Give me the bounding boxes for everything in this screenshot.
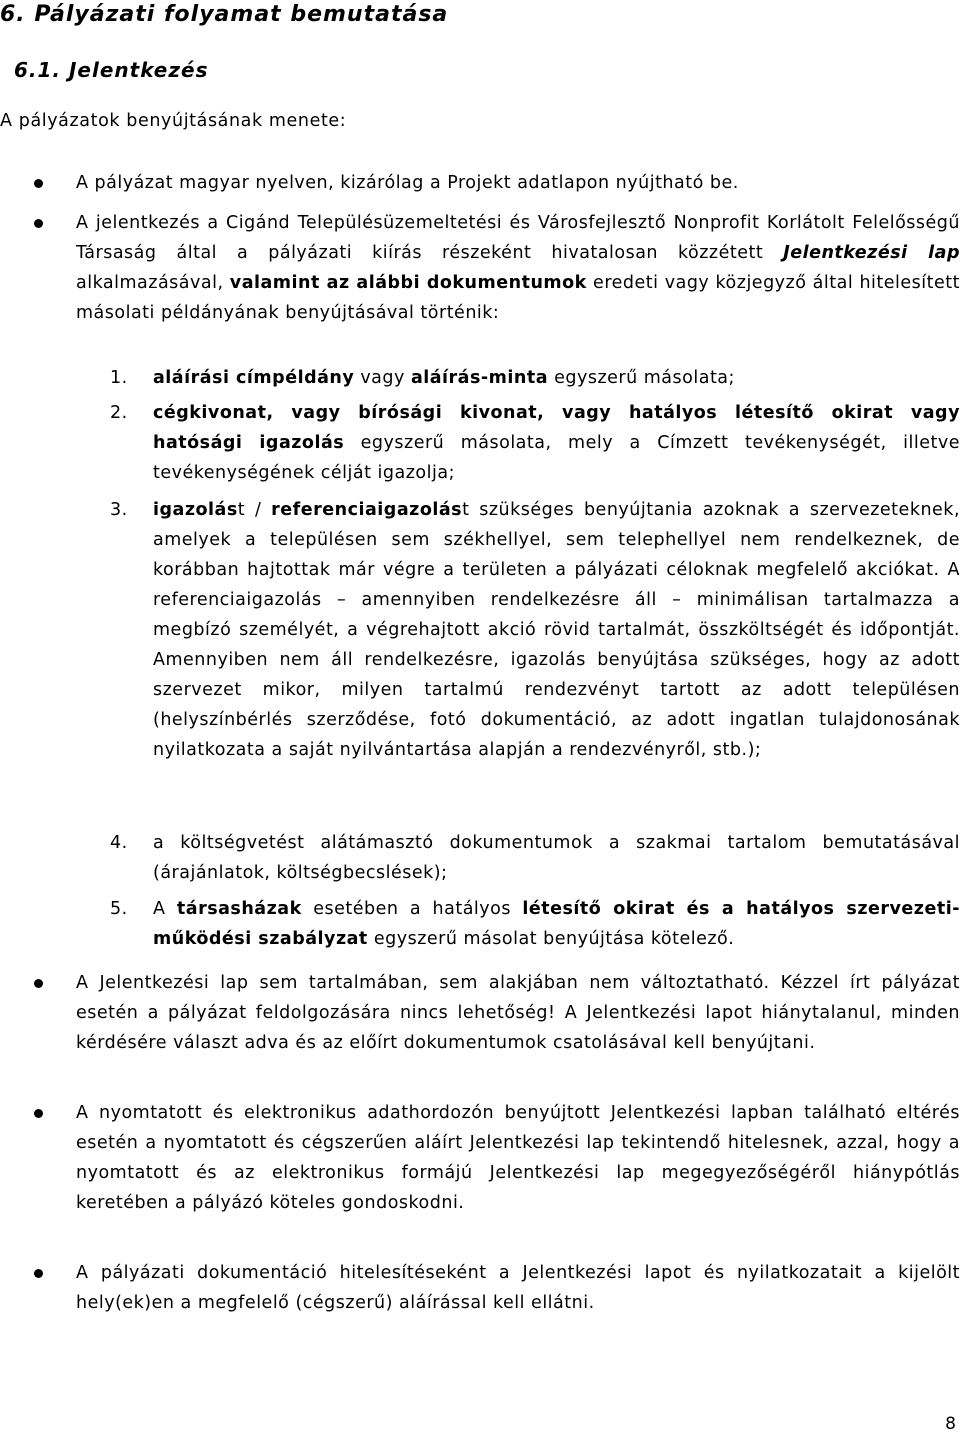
item-number: 5. [110,899,128,919]
bullet-dot [34,979,43,988]
subsection-heading: 6.1. Jelentkezés [14,58,209,82]
item-text: a költségvetést alátámasztó dokumentumok a szakmai tartalom bemutatásával (árajánlatok, költségbecslések); [153,833,960,883]
item-text [153,894,960,954]
item-text [153,363,960,393]
bullet-dot [34,179,43,188]
text-run: alkalmazásával, [76,273,230,293]
bullet-dot [34,1109,43,1118]
bullet-text: A pályázat magyar nyelven, kizárólag a Projekt adatlapon nyújtható be. [76,173,739,193]
item-number: 4. [110,833,128,853]
intro-text: A pályázatok benyújtásának menete: [0,111,347,131]
text-run: vagy [354,368,411,388]
text-run-bold: cégkivonat, vagy bírósági kivonat, vagy hatályos létesítő okirat vagy hatósági igazolás [153,403,960,453]
text-run-bold: társasházak [176,899,302,919]
text-run-bold: létesítő okirat és a hatályos szervezeti-működési szabályzat [153,899,960,949]
text-run: egyszerű másolata, mely a Címzett tevékenységét, illetve tevékenységének célját igazolja; [153,433,960,483]
text-run: t szükséges benyújtania azoknak a szervezeteknek, amelyek a településen sem székhellyel, sem telephellyel nem rendelkeznek, de korábban hajtottak már végre a területen a pályázati céloknak megfelelő akciókat. A referenciaigazolás – amennyiben rendelkezésre áll – minimálisan tartalmazza a megbízó személyét, a végrehajtott akció rövid tartalmát, összköltségét és időpontját. Amennyiben nem áll rendelkezésre, igazolás benyújtása szükséges, hogy az adott szervezet mikor, milyen tartalmú rendezvényt tartott az adott településen (helyszínbérlés szerződése, fotó dokumentáció, az adott ingatlan tulajdonosának nyilatkozata a saját nyilvántartása alapján a rendezvényről, stb.); [153,500,960,760]
text-run: esetében a hatályos [301,899,523,919]
text-run-bold: referenciaigazolás [271,500,463,520]
text-run: eredeti vagy közjegyző által hitelesített másolati példányának benyújtásával történik: [76,273,960,323]
text-run-bold-italic: Jelentkezési lap [783,243,960,263]
text-run: egyszerű másolata; [548,368,735,388]
item-text [153,495,960,765]
text-run: egyszerű másolat benyújtása kötelező. [367,929,735,949]
text-run: A jelentkezés a Cigánd Településüzemeltetési és Városfejlesztő Nonprofit Korlátolt Felelősségű Társaság által a pályázati kiírás részeként hivatalosan közzétett [76,213,960,263]
bullet-dot [34,219,43,228]
text-run: t / [237,500,272,520]
text-run-bold: valamint az alábbi dokumentumok [229,273,587,293]
bullet-text [76,208,960,328]
item-text [153,398,960,488]
item-number: 3. [110,500,128,520]
bullet-text: A Jelentkezési lap sem tartalmában, sem alakjában nem változtatható. Kézzel írt pályázat esetén a pályázat feldolgozására nincs lehetőség! A Jelentkezési lapot hiánytalanul, minden kérdésére választ adva és az előírt dokumentumok csatolásával kell benyújtani. [76,973,960,1053]
text-run-bold: aláírás-minta [410,368,549,388]
item-number: 2. [110,403,128,423]
bullet-text: A pályázati dokumentáció hitelesítéseként a Jelentkezési lapot és nyilatkozatait a kijelölt hely(ek)en a megfelelő (cégszerű) aláírással kell ellátni. [76,1263,960,1313]
page-number: 8 [945,1414,956,1434]
text-run-bold: igazolás [153,500,238,520]
text-run: A [153,899,177,919]
section-heading: 6. Pályázati folyamat bemutatása [0,2,449,27]
item-number: 1. [110,368,128,388]
text-run-bold: aláírási címpéldány [153,368,355,388]
bullet-dot [34,1269,43,1278]
bullet-text: A nyomtatott és elektronikus adathordozón benyújtott Jelentkezési lapban található eltérés esetén a nyomtatott és cégszerűen aláírt Jelentkezési lap tekintendő hitelesnek, azzal, hogy a nyomtatott és az elektronikus formájú Jelentkezési lap megegyezőségéről hiánypótlás keretében a pályázó köteles gondoskodni. [76,1103,960,1213]
